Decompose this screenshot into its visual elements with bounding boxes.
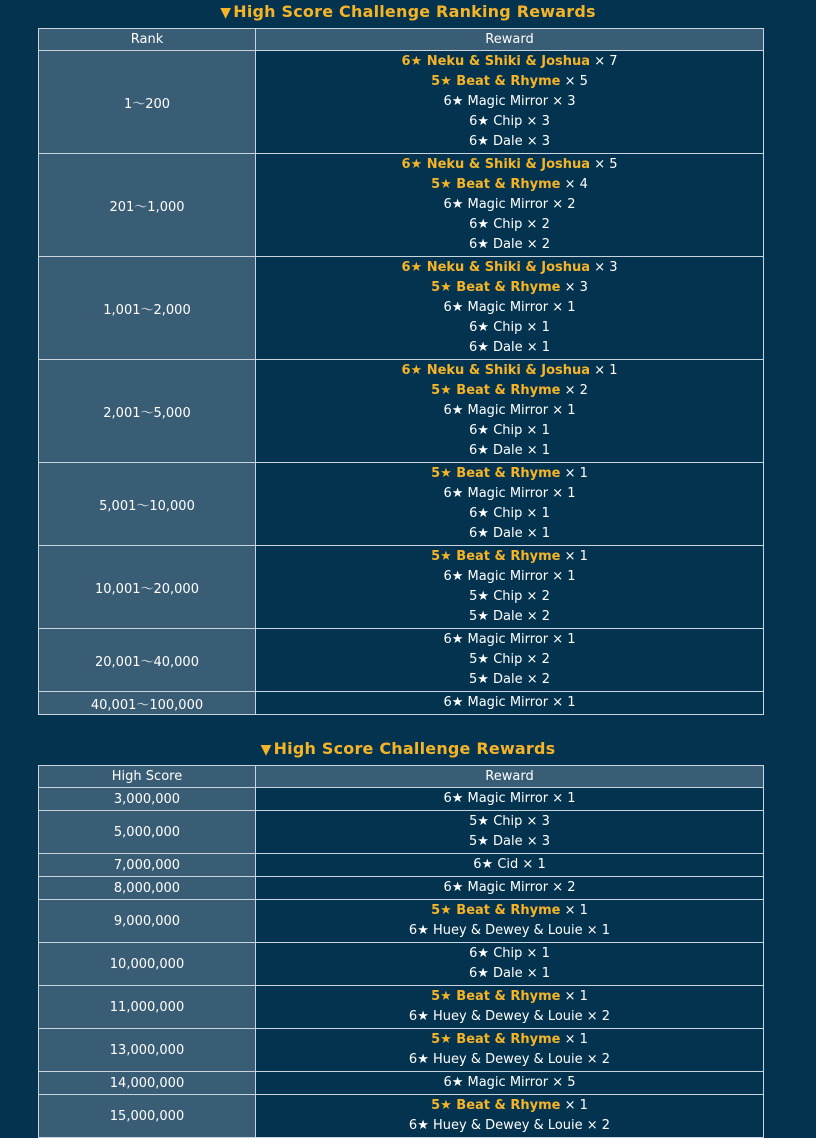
- table-row: [39, 943, 764, 986]
- reward-item-name: 6★ Chip: [469, 114, 523, 129]
- reward-line: [256, 1030, 763, 1050]
- reward-quantity: × 1: [552, 695, 576, 710]
- table-row: [39, 629, 764, 692]
- reward-cell: [256, 986, 764, 1029]
- reward-cell: [256, 788, 764, 811]
- reward-item-name: 5★ Dale: [468, 609, 523, 624]
- reward-quantity: × 1: [522, 857, 546, 872]
- reward-line: [256, 421, 763, 441]
- reward-line: [256, 381, 763, 401]
- reward-item-name: 6★ Huey & Dewey & Louie: [408, 1052, 583, 1067]
- reward-quantity: × 1: [564, 1098, 588, 1113]
- reward-item-name: 6★ Chip: [469, 320, 523, 335]
- reward-quantity: × 1: [564, 549, 588, 564]
- reward-cell: [256, 1072, 764, 1095]
- table-row: [39, 51, 764, 154]
- reward-quantity: × 1: [564, 989, 588, 1004]
- reward-line: [256, 1073, 763, 1093]
- reward-quantity: × 2: [564, 383, 588, 398]
- reward-cell: [256, 154, 764, 257]
- reward-quantity: × 2: [552, 880, 576, 895]
- reward-item-name: 6★ Chip: [469, 423, 523, 438]
- reward-item-name: 6★ Magic Mirror: [443, 880, 549, 895]
- high-score-column-header: High Score: [39, 766, 256, 788]
- reward-item-name: 5★ Beat & Rhyme: [431, 1098, 561, 1113]
- reward-item-name: 5★ Chip: [469, 589, 523, 604]
- reward-item-name: 6★ Magic Mirror: [443, 632, 549, 647]
- reward-item-name: 6★ Dale: [468, 237, 523, 252]
- reward-item-name: 5★ Beat & Rhyme: [431, 74, 561, 89]
- reward-quantity: × 1: [586, 923, 611, 938]
- reward-quantity: × 1: [526, 340, 551, 355]
- reward-quantity: × 2: [526, 589, 550, 604]
- reward-quantity: × 3: [564, 280, 588, 295]
- reward-cell: [256, 629, 764, 692]
- reward-quantity: × 2: [526, 237, 551, 252]
- reward-quantity: × 2: [586, 1052, 611, 1067]
- reward-line: [256, 155, 763, 175]
- reward-quantity: × 3: [526, 834, 551, 849]
- reward-item-name: 6★ Magic Mirror: [443, 300, 549, 315]
- rank-cell: 11,000,000: [39, 986, 256, 1029]
- reward-quantity: × 2: [526, 672, 551, 687]
- reward-item-name: 6★ Huey & Dewey & Louie: [408, 1009, 583, 1024]
- reward-line: [256, 812, 763, 832]
- reward-quantity: × 1: [526, 526, 551, 541]
- reward-item-name: 6★ Neku & Shiki & Joshua: [401, 54, 591, 69]
- reward-item-name: 6★ Dale: [468, 966, 523, 981]
- reward-cell: [256, 51, 764, 154]
- rank-cell: 3,000,000: [39, 788, 256, 811]
- score-rewards-title-text: High Score Challenge Rewards: [273, 739, 556, 758]
- rank-cell: 15,000,000: [39, 1095, 256, 1138]
- reward-line: [256, 504, 763, 524]
- reward-item-name: 5★ Beat & Rhyme: [431, 466, 561, 481]
- reward-quantity: × 3: [552, 94, 576, 109]
- reward-item-name: 6★ Dale: [468, 134, 523, 149]
- reward-line: [256, 832, 763, 852]
- reward-item-name: 6★ Magic Mirror: [443, 486, 549, 501]
- rank-cell: 13,000,000: [39, 1029, 256, 1072]
- table-row: [39, 811, 764, 854]
- table-header-row: [39, 29, 764, 51]
- rank-cell: 20,001～40,000: [39, 629, 256, 692]
- reward-item-name: 6★ Chip: [469, 946, 523, 961]
- reward-line: [256, 567, 763, 587]
- table-row: [39, 692, 764, 715]
- reward-item-name: 6★ Magic Mirror: [443, 403, 549, 418]
- rank-cell: 8,000,000: [39, 877, 256, 900]
- rank-cell: 1～200: [39, 51, 256, 154]
- reward-quantity: × 2: [552, 197, 576, 212]
- table-row: [39, 257, 764, 360]
- rank-cell: 40,001～100,000: [39, 692, 256, 715]
- ranking-rewards-title-text: High Score Challenge Ranking Rewards: [233, 2, 596, 21]
- reward-line: [256, 1096, 763, 1116]
- reward-quantity: × 2: [586, 1009, 611, 1024]
- reward-quantity: × 1: [552, 403, 576, 418]
- reward-line: [256, 298, 763, 318]
- reward-quantity: × 1: [526, 506, 550, 521]
- reward-quantity: × 1: [552, 632, 576, 647]
- reward-quantity: × 1: [526, 966, 551, 981]
- reward-line: [256, 878, 763, 898]
- reward-item-name: 5★ Beat & Rhyme: [431, 1032, 561, 1047]
- reward-line: [256, 1007, 763, 1027]
- table-row: [39, 900, 764, 943]
- reward-line: [256, 464, 763, 484]
- rank-cell: 7,000,000: [39, 854, 256, 877]
- ranking-rewards-body: [39, 51, 764, 715]
- reward-quantity: × 4: [564, 177, 588, 192]
- rank-cell: 10,001～20,000: [39, 546, 256, 629]
- reward-item-name: 5★ Beat & Rhyme: [431, 177, 561, 192]
- table-row: [39, 154, 764, 257]
- reward-line: [256, 72, 763, 92]
- table-row: [39, 1072, 764, 1095]
- reward-line: [256, 630, 763, 650]
- triangle-down-icon: ▼: [260, 742, 272, 758]
- reward-cell: [256, 360, 764, 463]
- rank-cell: 5,000,000: [39, 811, 256, 854]
- table-row: [39, 986, 764, 1029]
- reward-cell: [256, 692, 764, 715]
- reward-line: [256, 441, 763, 461]
- table-row: [39, 1029, 764, 1072]
- reward-item-name: 6★ Magic Mirror: [443, 94, 549, 109]
- reward-quantity: × 3: [526, 814, 550, 829]
- rank-cell: 2,001～5,000: [39, 360, 256, 463]
- reward-quantity: × 1: [564, 903, 588, 918]
- reward-cell: [256, 1095, 764, 1138]
- ranking-rewards-table: [38, 28, 764, 715]
- reward-quantity: × 1: [526, 423, 550, 438]
- table-header-row: [39, 766, 764, 788]
- reward-line: [256, 901, 763, 921]
- reward-item-name: 6★ Neku & Shiki & Joshua: [401, 363, 591, 378]
- reward-item-name: 5★ Beat & Rhyme: [431, 549, 561, 564]
- reward-line: [256, 52, 763, 72]
- reward-item-name: 6★ Cid: [473, 857, 519, 872]
- reward-item-name: 6★ Neku & Shiki & Joshua: [401, 157, 591, 172]
- ranking-rewards-title: [0, 2, 816, 22]
- reward-line: [256, 944, 763, 964]
- reward-line: [256, 1116, 763, 1136]
- reward-quantity: × 5: [552, 1075, 576, 1090]
- score-rewards-title: [0, 739, 816, 759]
- triangle-down-icon: ▼: [220, 5, 232, 21]
- reward-item-name: 5★ Dale: [468, 672, 523, 687]
- reward-quantity: × 1: [526, 946, 550, 961]
- reward-line: [256, 338, 763, 358]
- reward-item-name: 6★ Huey & Dewey & Louie: [408, 1118, 583, 1133]
- reward-item-name: 5★ Beat & Rhyme: [431, 903, 561, 918]
- reward-quantity: × 2: [526, 652, 550, 667]
- table-row: [39, 854, 764, 877]
- reward-line: [256, 92, 763, 112]
- reward-cell: [256, 1029, 764, 1072]
- reward-item-name: 6★ Chip: [469, 506, 523, 521]
- reward-quantity: × 5: [564, 74, 588, 89]
- reward-item-name: 5★ Dale: [468, 834, 523, 849]
- reward-quantity: × 1: [564, 466, 588, 481]
- reward-line: [256, 987, 763, 1007]
- reward-quantity: × 1: [552, 300, 576, 315]
- reward-quantity: × 1: [526, 320, 550, 335]
- reward-line: [256, 484, 763, 504]
- table-row: [39, 546, 764, 629]
- reward-line: [256, 215, 763, 235]
- reward-quantity: × 7: [594, 54, 618, 69]
- table-row: [39, 1095, 764, 1138]
- reward-quantity: × 2: [586, 1118, 611, 1133]
- reward-cell: [256, 877, 764, 900]
- reward-item-name: 5★ Chip: [469, 814, 523, 829]
- rank-column-header: Rank: [39, 29, 256, 51]
- rank-cell: 1,001～2,000: [39, 257, 256, 360]
- reward-quantity: × 3: [526, 114, 550, 129]
- reward-item-name: 6★ Huey & Dewey & Louie: [408, 923, 583, 938]
- reward-cell: [256, 811, 764, 854]
- reward-line: [256, 693, 763, 713]
- reward-cell: [256, 257, 764, 360]
- table-row: [39, 463, 764, 546]
- reward-cell: [256, 900, 764, 943]
- reward-line: [256, 235, 763, 255]
- reward-quantity: × 1: [552, 569, 576, 584]
- reward-item-name: 5★ Beat & Rhyme: [431, 989, 561, 1004]
- reward-line: [256, 318, 763, 338]
- reward-item-name: 6★ Magic Mirror: [443, 1075, 549, 1090]
- reward-line: [256, 175, 763, 195]
- reward-line: [256, 112, 763, 132]
- reward-line: [256, 1050, 763, 1070]
- rank-cell: 201～1,000: [39, 154, 256, 257]
- reward-item-name: 6★ Magic Mirror: [443, 569, 549, 584]
- reward-line: [256, 650, 763, 670]
- reward-item-name: 5★ Chip: [469, 652, 523, 667]
- reward-line: [256, 547, 763, 567]
- reward-line: [256, 670, 763, 690]
- reward-cell: [256, 943, 764, 986]
- table-row: [39, 877, 764, 900]
- reward-quantity: × 3: [594, 260, 618, 275]
- reward-cell: [256, 546, 764, 629]
- reward-column-header: Reward: [256, 29, 764, 51]
- reward-item-name: 6★ Magic Mirror: [443, 695, 549, 710]
- reward-line: [256, 789, 763, 809]
- reward-item-name: 6★ Neku & Shiki & Joshua: [401, 260, 591, 275]
- reward-line: [256, 361, 763, 381]
- reward-line: [256, 278, 763, 298]
- reward-quantity: × 2: [526, 217, 550, 232]
- reward-line: [256, 921, 763, 941]
- reward-line: [256, 607, 763, 627]
- reward-quantity: × 1: [526, 443, 551, 458]
- rank-cell: 5,001～10,000: [39, 463, 256, 546]
- reward-cell: [256, 854, 764, 877]
- reward-line: [256, 964, 763, 984]
- reward-item-name: 6★ Chip: [469, 217, 523, 232]
- table-row: [39, 360, 764, 463]
- reward-line: [256, 195, 763, 215]
- reward-item-name: 6★ Dale: [468, 340, 523, 355]
- reward-item-name: 6★ Dale: [468, 443, 523, 458]
- reward-quantity: × 1: [552, 791, 576, 806]
- reward-line: [256, 587, 763, 607]
- reward-column-header: Reward: [256, 766, 764, 788]
- reward-item-name: 6★ Magic Mirror: [443, 791, 549, 806]
- reward-line: [256, 132, 763, 152]
- rank-cell: 9,000,000: [39, 900, 256, 943]
- reward-line: [256, 855, 763, 875]
- reward-item-name: 6★ Dale: [468, 526, 523, 541]
- reward-line: [256, 524, 763, 544]
- reward-line: [256, 401, 763, 421]
- reward-item-name: 5★ Beat & Rhyme: [431, 383, 561, 398]
- reward-line: [256, 258, 763, 278]
- score-rewards-body: [39, 788, 764, 1138]
- reward-quantity: × 2: [526, 609, 551, 624]
- reward-quantity: × 3: [526, 134, 551, 149]
- reward-quantity: × 5: [594, 157, 618, 172]
- reward-quantity: × 1: [552, 486, 576, 501]
- rank-cell: 10,000,000: [39, 943, 256, 986]
- reward-cell: [256, 463, 764, 546]
- score-rewards-table: [38, 765, 764, 1138]
- reward-quantity: × 1: [564, 1032, 588, 1047]
- reward-item-name: 6★ Magic Mirror: [443, 197, 549, 212]
- table-row: [39, 788, 764, 811]
- reward-quantity: × 1: [594, 363, 618, 378]
- reward-item-name: 5★ Beat & Rhyme: [431, 280, 561, 295]
- rank-cell: 14,000,000: [39, 1072, 256, 1095]
